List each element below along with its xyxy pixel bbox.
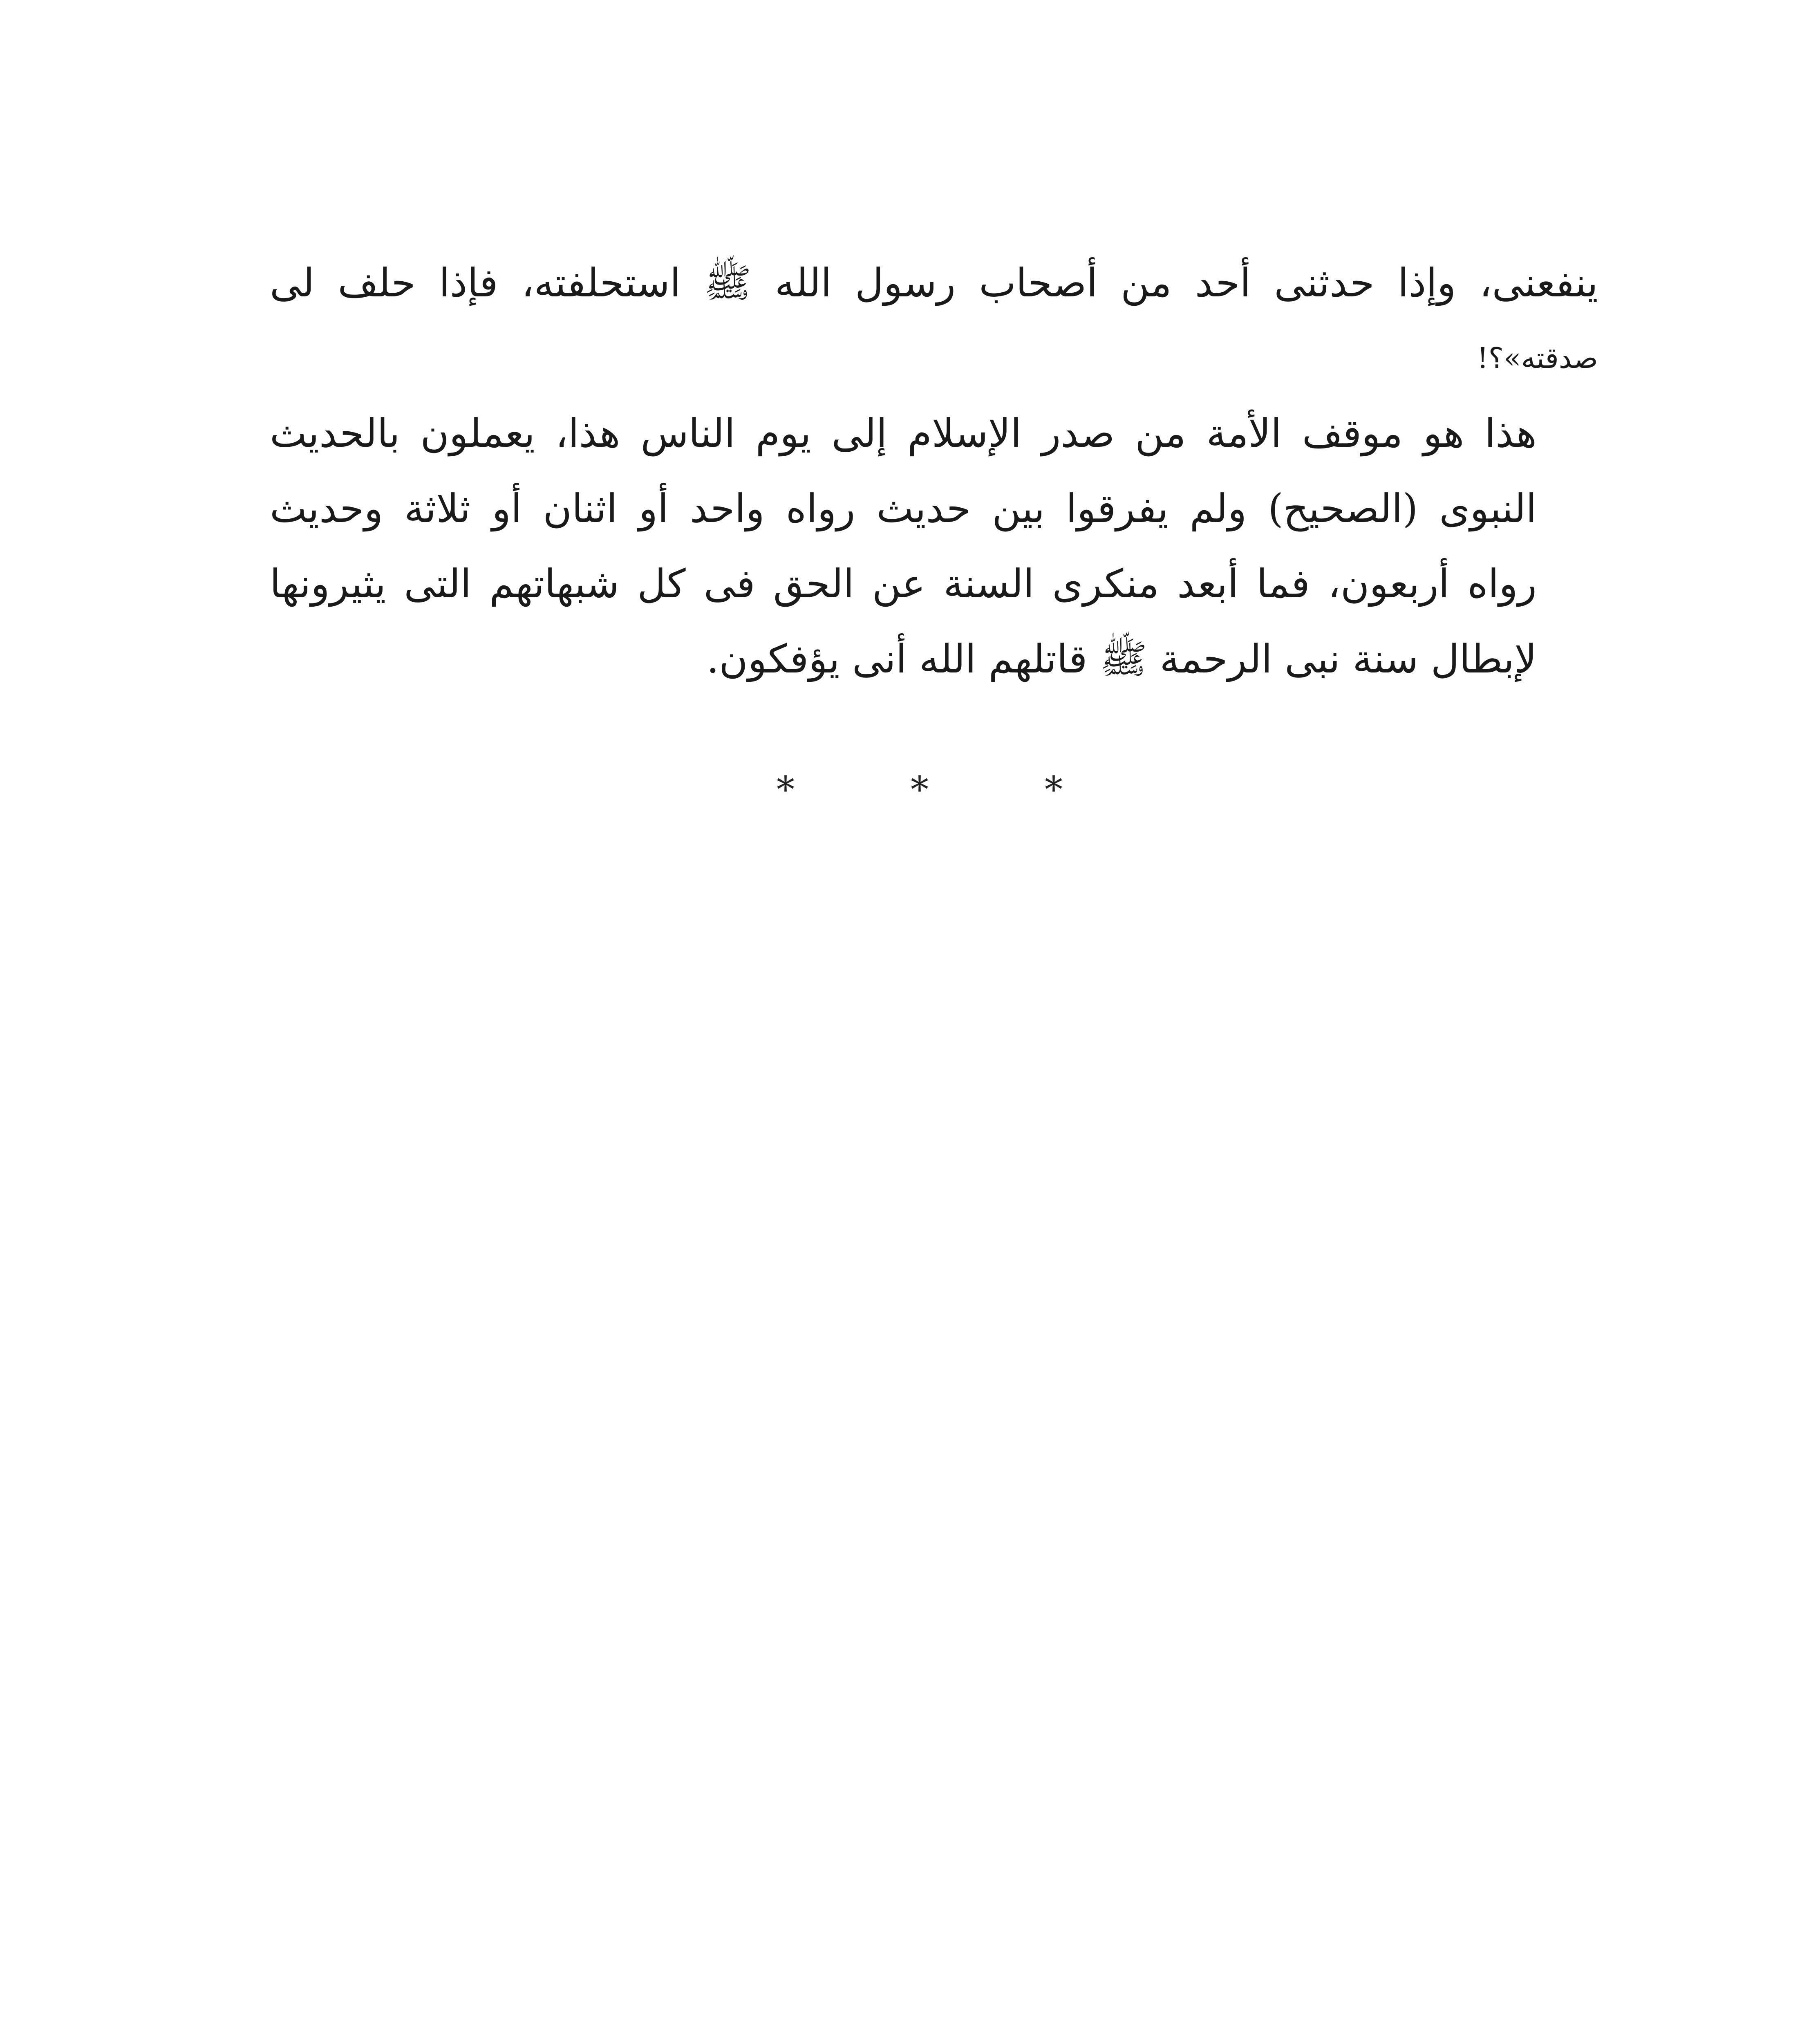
text-line: هذا هو موقف الأمة من صدر الإسلام إلى يوم الناس هذا، يعملون بالحديث <box>270 410 1537 456</box>
asterisk-glyph: * <box>911 769 929 811</box>
asterisk-glyph: * <box>1045 769 1063 811</box>
text-line: النبوى (الصحيح) ولم يفرقوا بين حديث رواه واحد أو اثنان أو ثلاثة وحديث <box>270 486 1537 531</box>
text-line: صدقته»؟! <box>1477 341 1598 375</box>
section-separator <box>777 769 1063 811</box>
paragraph-2 <box>270 396 1598 697</box>
text-line: ينفعنى، وإذا حدثنى أحد من أصحاب رسول الله ﷺ استحلفته، فإذا حلف لى <box>270 260 1598 306</box>
text-line: لإبطال سنة نبى الرحمة ﷺ قاتلهم الله أنى يؤفكون. <box>706 636 1537 682</box>
text-line: رواه أربعون، فما أبعد منكرى السنة عن الحق فى كل شبهاتهم التى يثيرونها <box>270 561 1537 607</box>
asterisk-glyph: * <box>777 769 795 811</box>
paragraph-1 <box>270 245 1598 396</box>
body-text <box>270 245 1598 697</box>
